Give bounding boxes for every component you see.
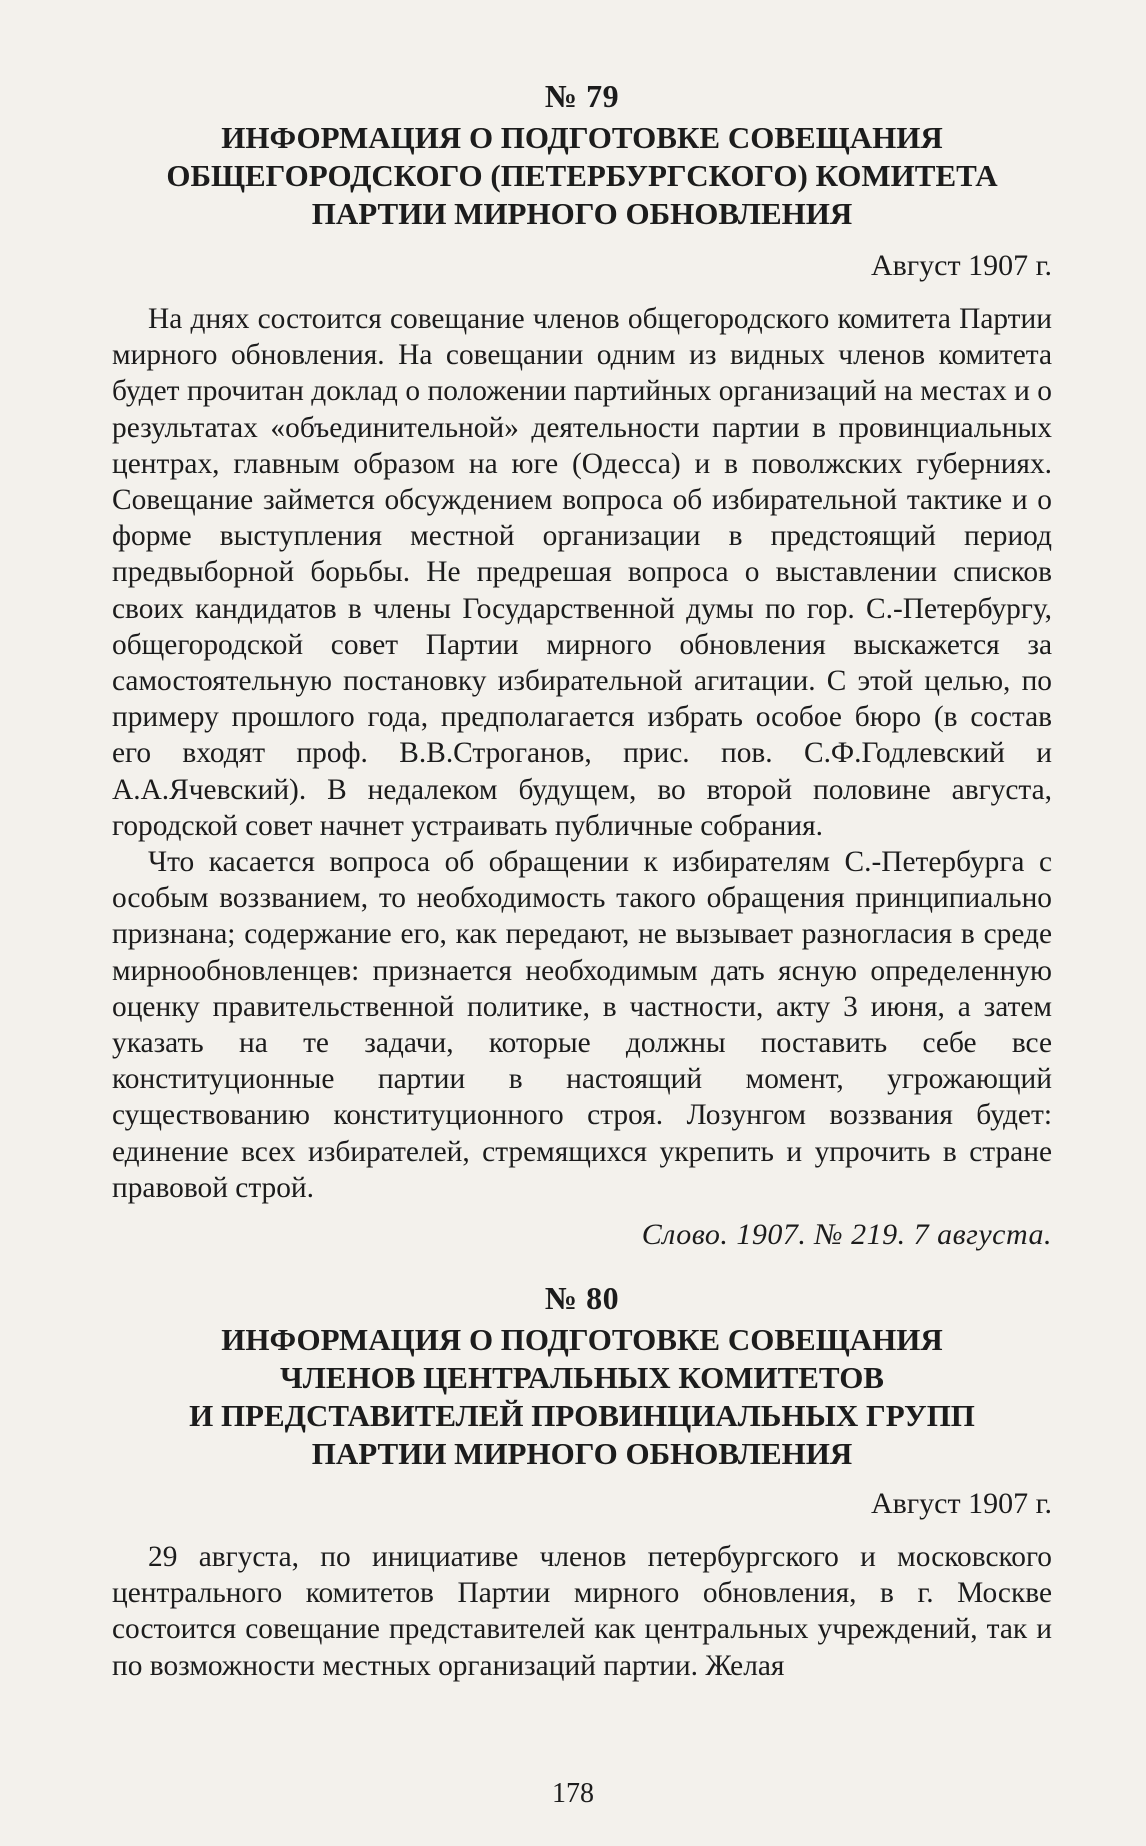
document-80 (112, 1280, 1052, 1684)
title-line: ИНФОРМАЦИЯ О ПОДГОТОВКЕ СОВЕЩАНИЯ (221, 120, 943, 155)
document-title (112, 119, 1052, 233)
title-line: ОБЩЕГОРОДСКОГО (ПЕТЕРБУРГСКОГО) КОМИТЕТА (166, 158, 998, 193)
page-number: 178 (552, 1778, 594, 1809)
paragraph: Что касается вопроса об обращении к избирателям С.-Петербурга с особым воззванием, то необходимость такого обращения принципиально признана; содержание его, как передают, не вызывает разногласия в среде мирнообновленцев: признается необходимым дать ясную определенную оценку правительственной политике, в частности, акту 3 июня, а затем указать на те задачи, которые должны поставить себе все конституционные партии в настоящий момент, угрожающий существованию конституционного строя. Лозунгом воззвания будет: единение всех избирателей, стремящихся укрепить и упрочить в стране правовой строй. (112, 846, 1052, 1204)
source-citation: Слово. 1907. № 219. 7 августа. (641, 1218, 1052, 1252)
document-79 (112, 78, 1052, 1252)
paragraph: 29 августа, по инициативе членов петербургского и московского центрального комитетов Партии мирного обновления, в г. Москве состоится совещание представителей как центральных учреждений, так и по возможности местных организаций партии. Желая (112, 1541, 1052, 1682)
title-line: И ПРЕДСТАВИТЕЛЕЙ ПРОВИНЦИАЛЬНЫХ ГРУПП (189, 1398, 975, 1433)
document-date: Август 1907 г. (871, 1487, 1052, 1520)
title-line: ЧЛЕНОВ ЦЕНТРАЛЬНЫХ КОМИТЕТОВ (279, 1360, 884, 1395)
document-date: Август 1907 г. (871, 249, 1052, 282)
title-line: ПАРТИИ МИРНОГО ОБНОВЛЕНИЯ (311, 196, 853, 231)
paragraph: На днях состоится совещание членов общегородского комитета Партии мирного обновления. На совещании одним из видных членов комитета будет прочитан доклад о положении партийных организаций на местах и о результатах «объединительной» деятельности партии в провинциальных центрах, главным образом на юге (Одесса) и в поволжских губерниях. Совещание займется обсуждением вопроса об избирательной тактике и о форме выступления местной организации в предстоящий период предвыборной борьбы. Не предрешая вопроса о выставлении списков своих кандидатов в члены Государственной думы по гор. С.-Петербургу, общегородской совет Партии мирного обновления выскажется за самостоятельную постановку избирательной агитации. С этой целью, по примеру прошлого года, предполагается избрать особое бюро (в состав его входят проф. В.В.Строганов, прис. пов. С.Ф.Годлевский и А.А.Ячевский). В недалеком будущем, во второй половине августа, городской совет начнет устраивать публичные собрания. (112, 303, 1052, 842)
document-number: № 79 (544, 78, 620, 114)
document-number: № 80 (544, 1280, 620, 1316)
title-line: ПАРТИИ МИРНОГО ОБНОВЛЕНИЯ (311, 1436, 853, 1471)
title-line: ИНФОРМАЦИЯ О ПОДГОТОВКЕ СОВЕЩАНИЯ (221, 1322, 943, 1357)
document-title (112, 1321, 1052, 1473)
